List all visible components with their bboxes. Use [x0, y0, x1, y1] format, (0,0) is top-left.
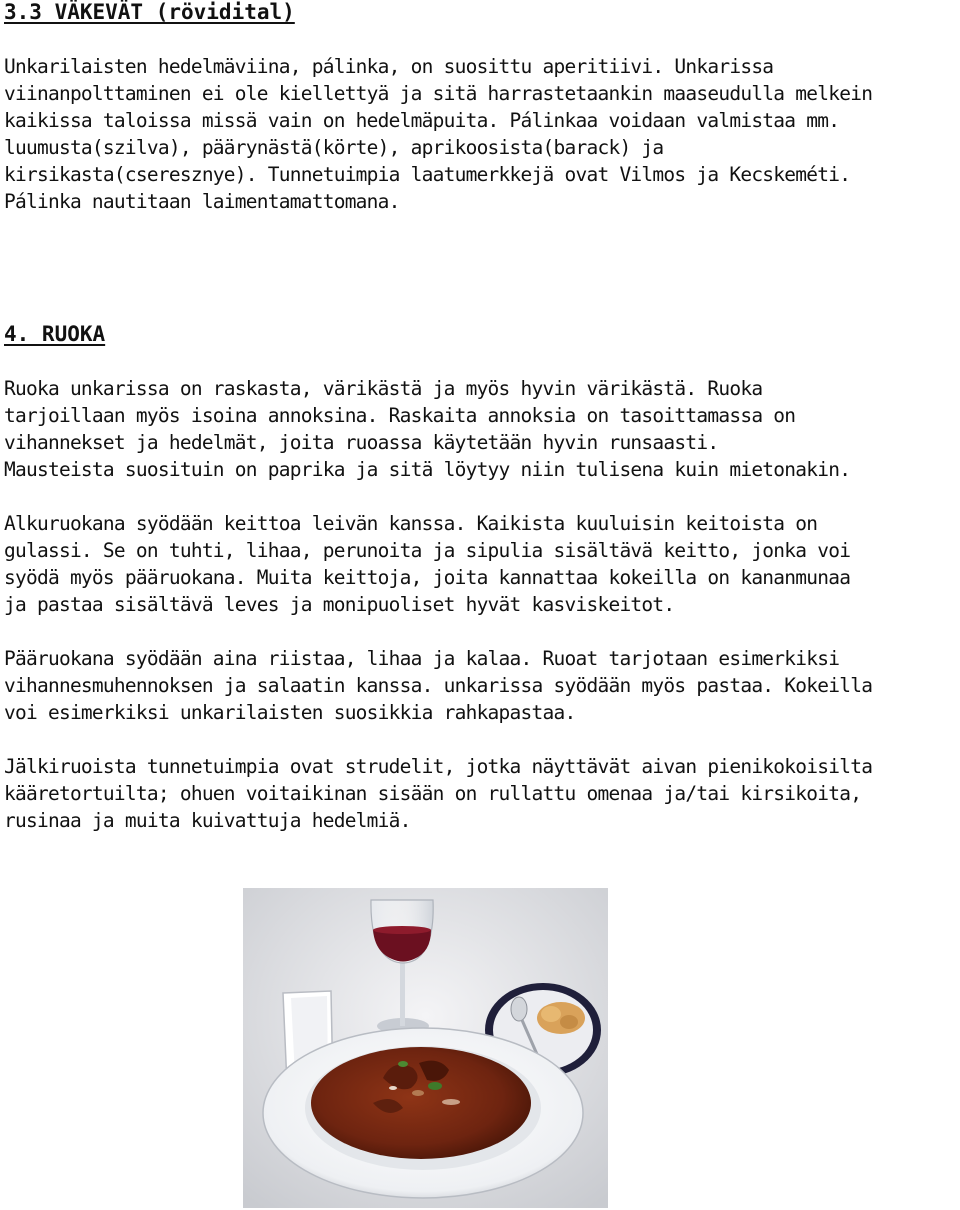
text-line: ja pastaa sisältävä leves ja monipuoliset hyvät kasviskeitot. — [4, 593, 675, 616]
section-heading-food: 4. RUOKA — [4, 322, 106, 346]
text-line: kääretortuilta; ohuen voitaikinan sisään on rullattu omenaa ja/tai kirsikoita, — [4, 782, 862, 805]
bread-roll — [537, 1002, 585, 1034]
paragraph-starters — [4, 510, 960, 618]
section-heading-spirits: 3.3 VÄKEVÄT (rövidital) — [4, 0, 295, 24]
text-line: viinanpolttaminen ei ole kiellettyä ja sitä harrastetaankin maaseudulla melkein — [4, 82, 873, 105]
text-line: Unkarilaisten hedelmäviina, pálinka, on suosittu aperitiivi. Unkarissa — [4, 55, 774, 78]
text-line: luumusta(szilva), päärynästä(körte), aprikoosista(barack) ja — [4, 136, 664, 159]
goulash-soup-photo — [243, 888, 608, 1208]
text-line: Pääruokana syödään aina riistaa, lihaa ja kalaa. Ruoat tarjotaan esimerkiksi — [4, 647, 840, 670]
text-line: rusinaa ja muita kuivattuja hedelmiä. — [4, 809, 411, 832]
text-line: syödä myös pääruokana. Muita keittoja, joita kannattaa kokeilla on kananmunaa — [4, 566, 851, 589]
text-line: Mausteista suosituin on paprika ja sitä löytyy niin tulisena kuin mietonakin. — [4, 458, 851, 481]
text-line: vihannekset ja hedelmät, joita ruoassa käytetään hyvin runsaasti. — [4, 431, 719, 454]
text-line: voi esimerkiksi unkarilaisten suosikkia rahkapastaa. — [4, 701, 576, 724]
text-line: kaikissa taloissa missä vain on hedelmäpuita. Pálinkaa voidaan valmistaa mm. — [4, 109, 840, 132]
soup-plate — [263, 1028, 583, 1198]
text-line: kirsikasta(cseresznye). Tunnetuimpia laatumerkkejä ovat Vilmos ja Kecskeméti. — [4, 163, 851, 186]
paragraph-palinka — [4, 53, 960, 215]
text-line: tarjoillaan myös isoina annoksina. Raskaita annoksia on tasoittamassa on — [4, 404, 796, 427]
text-line: Pálinka nautitaan laimentamattomana. — [4, 190, 400, 213]
text-line: Ruoka unkarissa on raskasta, värikästä ja myös hyvin värikästä. Ruoka — [4, 377, 763, 400]
text-line: Alkuruokana syödään keittoa leivän kanssa. Kaikista kuuluisin keitoista on — [4, 512, 818, 535]
text-line: Jälkiruoista tunnetuimpia ovat strudelit, jotka näyttävät aivan pienikokoisilta — [4, 755, 873, 778]
paragraph-main-courses — [4, 645, 960, 726]
paragraph-desserts — [4, 753, 960, 834]
text-line: gulassi. Se on tuhti, lihaa, perunoita ja sipulia sisältävä keitto, jonka voi — [4, 539, 851, 562]
text-line: vihannesmuhennoksen ja salaatin kanssa. unkarissa syödään myös pastaa. Kokeilla — [4, 674, 873, 697]
paragraph-food-intro — [4, 375, 960, 483]
